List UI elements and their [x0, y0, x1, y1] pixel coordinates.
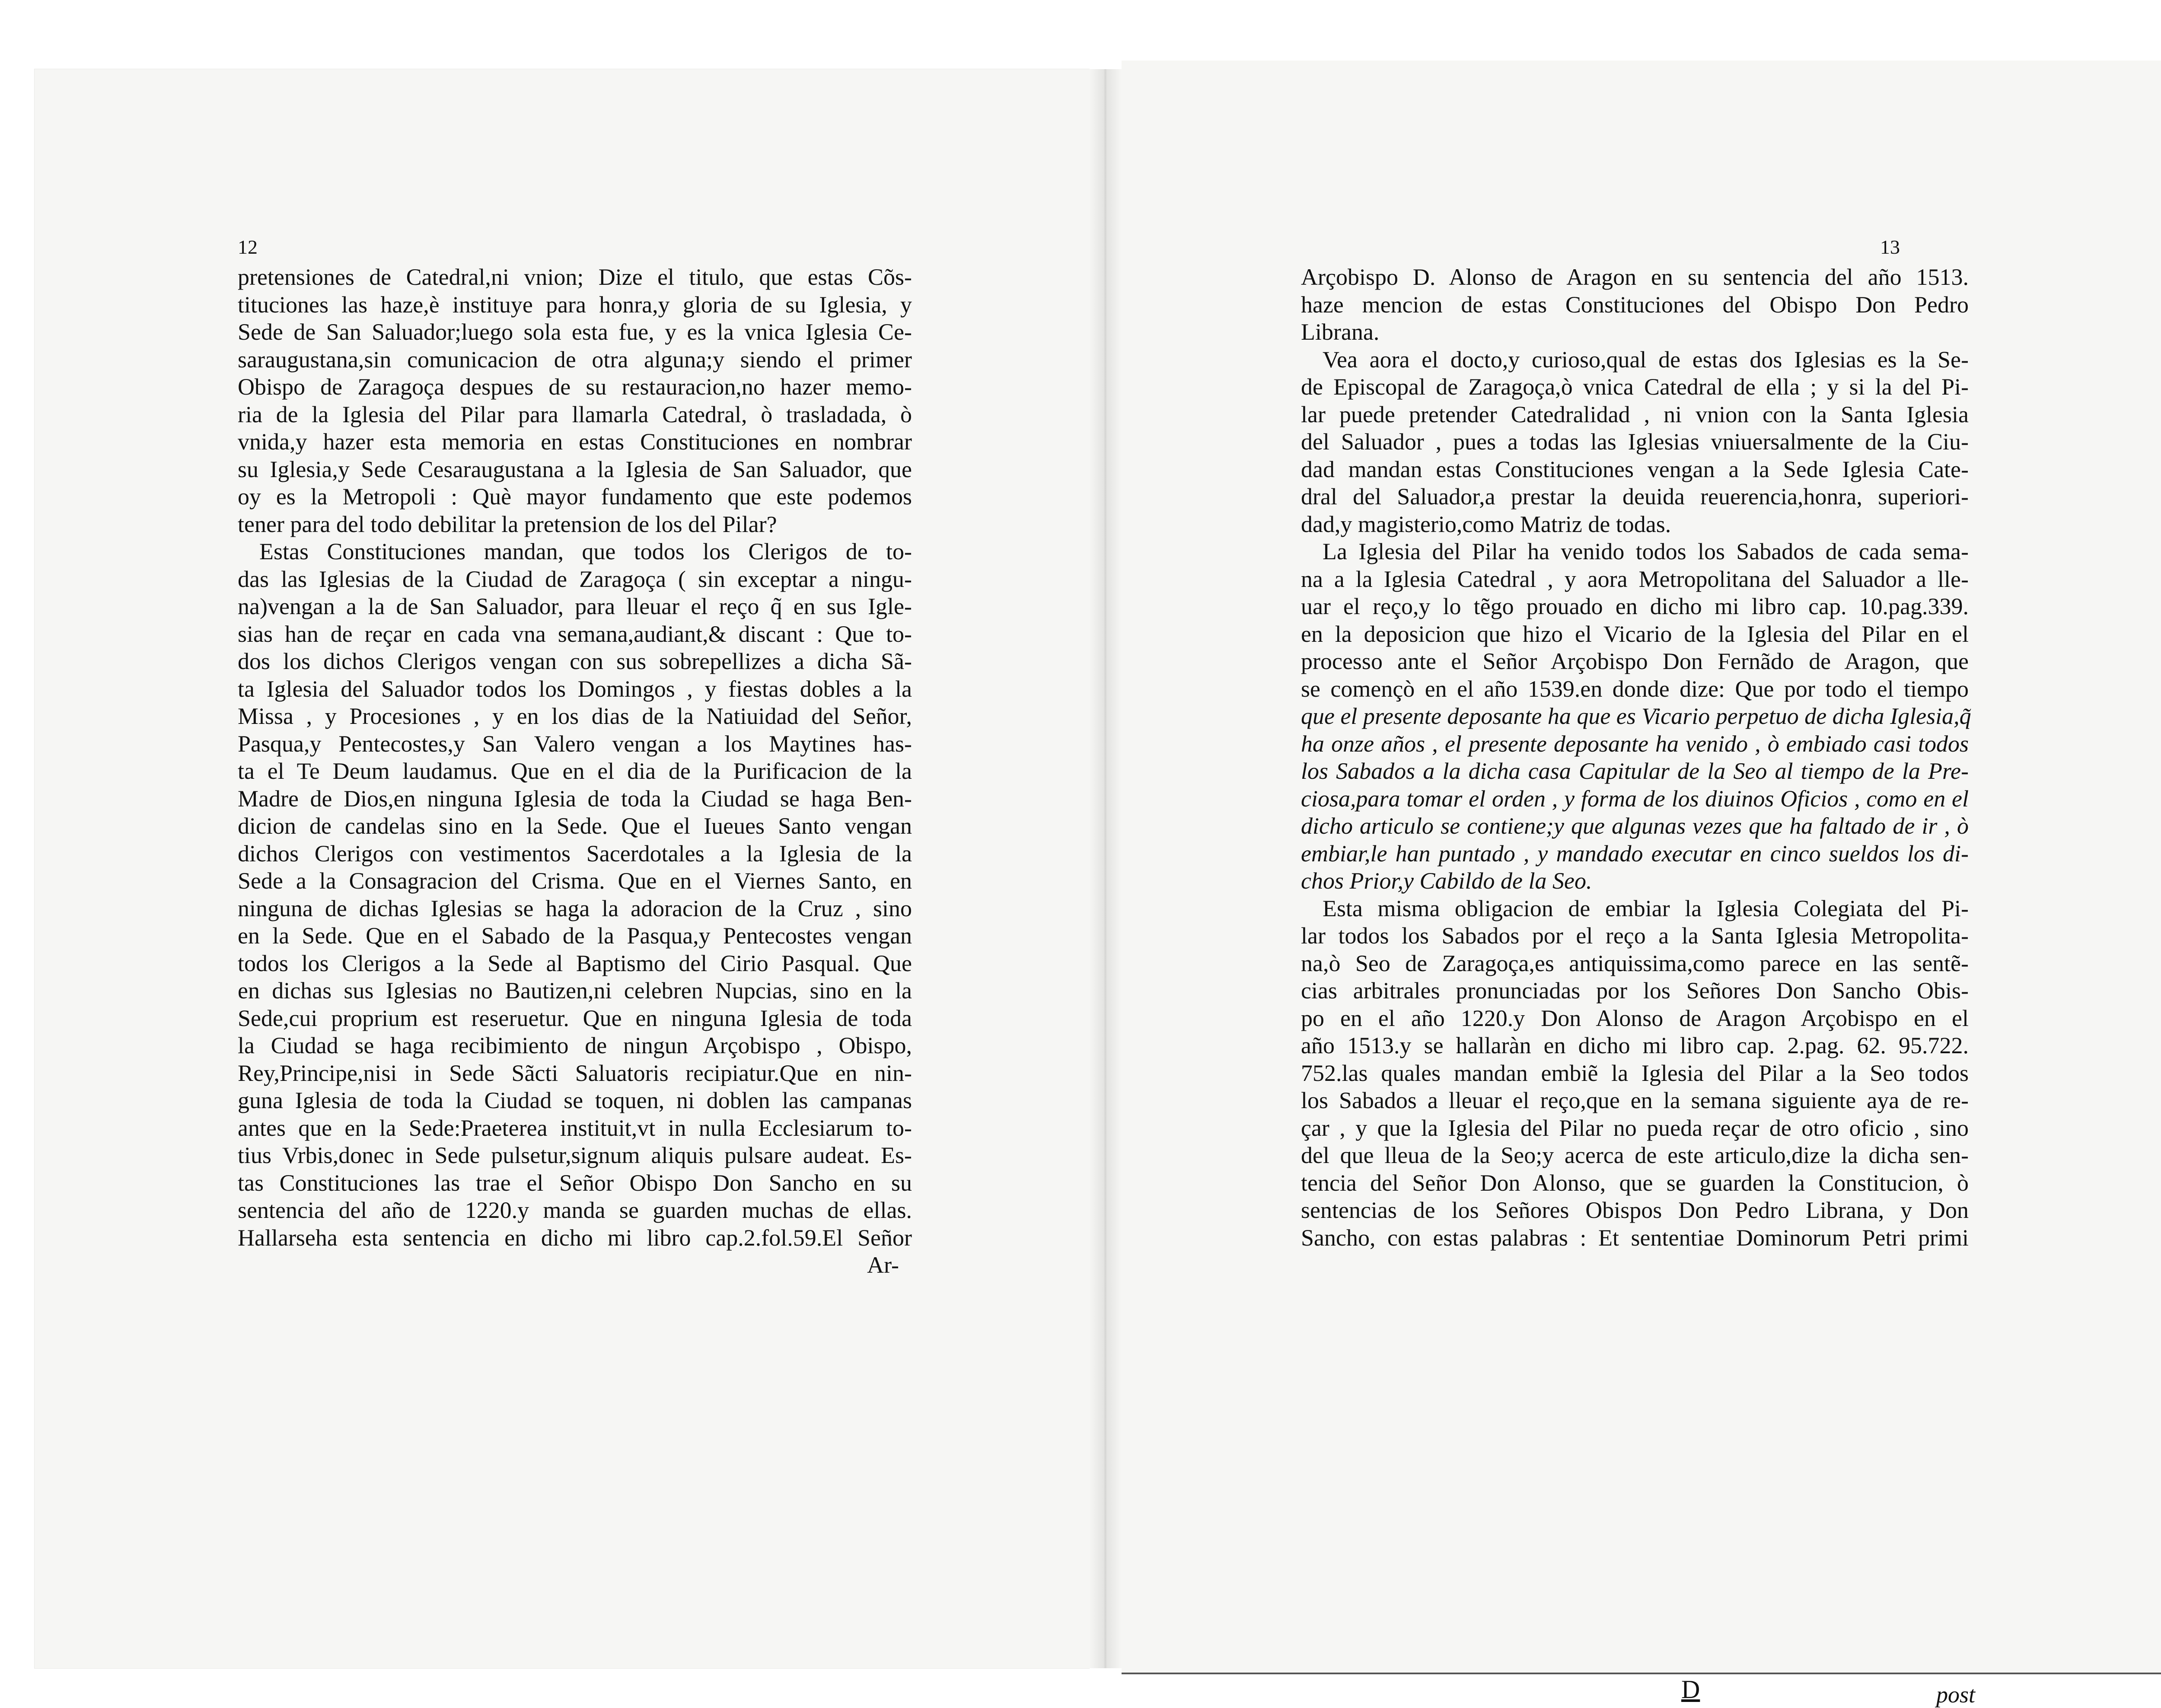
text-line: se començò en el año 1539.en donde dize: Que por todo el tiempo [1301, 676, 1969, 702]
text-line: sentencia del año de 1220.y manda se guarden muchas de ellas. [238, 1197, 912, 1223]
text-line: Librana. [1301, 319, 1380, 345]
right-page-text [1301, 264, 1969, 1252]
catchword-left: Ar- [867, 1252, 899, 1278]
text-line: antes que en la Sede:Praeterea instituit,vt in nulla Ecclesiarum to- [238, 1115, 912, 1141]
text-line: Arçobispo D. Alonso de Aragon en su sentencia del año 1513. [1301, 264, 1969, 290]
text-line: Sede de San Saluador;luego sola esta fue, y es la vnica Iglesia Ce- [238, 319, 912, 345]
text-line: guna Iglesia de toda la Ciudad se toquen, ni doblen las campanas [238, 1087, 912, 1113]
text-line: de Episcopal de Zaragoça,ò vnica Catedral de ella ; y si la del Pi- [1301, 374, 1969, 400]
text-line: dicho articulo se contiene;y que algunas vezes que ha faltado de ir , ò [1301, 813, 1969, 839]
text-line: Sede a la Consagracion del Crisma. Que en el Viernes Santo, en [238, 868, 912, 894]
text-line: na)vengan a la de San Saluador, para lleuar el reço q̃ en sus Igle- [238, 593, 912, 619]
text-line: çar , y que la Iglesia del Pilar no pueda reçar de otro oficio , sino [1301, 1115, 1969, 1141]
page-number-right: 13 [1880, 236, 1900, 258]
text-line: todos los Clerigos a la Sede al Baptismo del Cirio Pasqual. Que [238, 950, 912, 976]
text-line: tencia del Señor Don Alonso, que se guarden la Constitucion, ò [1301, 1169, 1969, 1196]
text-line: haze mencion de estas Constituciones del Obispo Don Pedro [1301, 291, 1969, 318]
text-line: Missa , y Procesiones , y en los dias de la Natiuidad del Señor, [238, 703, 912, 729]
text-line: vnida,y hazer esta memoria en estas Constituciones en nombrar [238, 429, 912, 455]
text-line: sentencias de los Señores Obispos Don Pedro Librana, y Don [1301, 1197, 1969, 1223]
text-line: en dichas sus Iglesias no Bautizen,ni celebren Nupcias, sino en la [238, 978, 912, 1004]
page-number-left: 12 [238, 236, 258, 258]
text-line: Sancho, con estas palabras : Et sententiae Dominorum Petri primi [1301, 1224, 1969, 1251]
catchword-right: post [1936, 1682, 1976, 1708]
text-line: tas Constituciones las trae el Señor Obispo Don Sancho en su [238, 1169, 912, 1196]
text-line: ciosa,para tomar el orden , y forma de los diuinos Oficios , como en el [1301, 785, 1969, 812]
text-line: sias han de reçar en cada vna semana,audiant,& discant : Que to- [238, 621, 912, 647]
text-line: del Saluador , pues a todas las Iglesias vniuersalmente de la Ciu- [1301, 429, 1969, 455]
text-line: dad,y magisterio,como Matriz de todas. [1301, 511, 1671, 537]
text-line: processo ante el Señor Arçobispo Don Fernãdo de Aragon, que [1301, 648, 1969, 674]
text-line: del que lleua de la Seo;y acerca de este articulo,dize la dicha sen- [1301, 1142, 1969, 1168]
text-line: Rey,Principe,nisi in Sede Sãcti Saluatoris recipiatur.Que en nin- [238, 1060, 912, 1086]
text-line: po en el año 1220.y Don Alonso de Aragon Arçobispo en el [1301, 1005, 1969, 1031]
text-line: Esta misma obligacion de embiar la Iglesia Colegiata del Pi- [1323, 895, 1969, 921]
text-line: oy es la Metropoli : Què mayor fundamento que este podemos [238, 484, 912, 510]
text-line: los Sabados a lleuar el reço,que en la semana siguiente aya de re- [1301, 1087, 1969, 1113]
text-line: Estas Constituciones mandan, que todos los Clerigos de to- [259, 539, 912, 564]
book-gutter [1089, 69, 1122, 1668]
text-line: año 1513.y se hallaràn en dicho mi libro cap. 2.pag. 62. 95.722. [1301, 1032, 1969, 1058]
text-line: ria de la Iglesia del Pilar para llamarla Catedral, ò trasladada, ò [238, 401, 912, 427]
text-line: ninguna de dichas Iglesias se haga la adoracion de la Cruz , sino [238, 895, 912, 921]
text-line: 752.las quales mandan embiẽ la Iglesia del Pilar a la Seo todos [1301, 1060, 1969, 1086]
text-line: pretensiones de Catedral,ni vnion; Dize el titulo, que estas Cõs- [238, 264, 912, 290]
text-line: en la deposicion que hizo el Vicario de la Iglesia del Pilar en el [1301, 621, 1969, 647]
text-line: na a la Iglesia Catedral , y aora Metropolitana del Saluador a lle- [1301, 566, 1969, 592]
text-line: los Sabados a la dicha casa Capitular de la Seo al tiempo de la Pre- [1301, 758, 1969, 784]
text-line: uar el reço,y lo tẽgo prouado en dicho mi libro cap. 10.pag.339. [1301, 593, 1969, 619]
text-line: chos Prior,y Cabildo de la Seo. [1301, 868, 1592, 894]
text-line: en la Sede. Que en el Sabado de la Pasqua,y Pentecostes vengan [238, 923, 912, 949]
left-page-text [238, 264, 912, 1279]
text-line: Hallarseha esta sentencia en dicho mi libro cap.2.fol.59.El Señor [238, 1224, 912, 1251]
text-line: la Ciudad se haga recibimiento de ningun Arçobispo , Obispo, [238, 1032, 912, 1058]
text-line: Obispo de Zaragoça despues de su restauracion,no hazer memo- [238, 374, 912, 400]
text-line: ta el Te Deum laudamus. Que en el dia de la Purificacion de la [238, 758, 912, 784]
text-line: tener para del todo debilitar la pretension de los del Pilar? [238, 511, 777, 537]
text-line: ha onze años , el presente deposante ha venido , ò embiado casi todos [1301, 730, 1969, 757]
text-line: dad mandan estas Constituciones vengan a la Sede Iglesia Cate- [1301, 456, 1969, 482]
text-line: na,ò Seo de Zaragoça,es antiquissima,como parece en las sentẽ- [1301, 950, 1969, 976]
text-line: Sede,cui proprium est reseruetur. Que en ninguna Iglesia de toda [238, 1005, 912, 1031]
text-line: dos los dichos Clerigos vengan con sus sobrepellizes a dicha Sã- [238, 648, 912, 674]
text-line: dicion de candelas sino en la Sede. Que el Iueues Santo vengan [238, 813, 912, 839]
text-line: La Iglesia del Pilar ha venido todos los Sabados de cada sema- [1323, 539, 1969, 564]
text-line: Vea aora el docto,y curioso,qual de estas dos Iglesias es la Se- [1323, 346, 1969, 373]
text-line: tituciones las haze,è instituye para honra,y gloria de su Iglesia, y [238, 291, 912, 318]
text-line: su Iglesia,y Sede Cesaraugustana a la Iglesia de San Saluador, que [238, 456, 912, 482]
text-line: das las Iglesias de la Ciudad de Zaragoça ( sin exceptar a ningu- [238, 566, 912, 592]
text-line: lar todos los Sabados por el reço a la Santa Iglesia Metropolita- [1301, 923, 1969, 949]
text-line: Madre de Dios,en ninguna Iglesia de toda la Ciudad se haga Ben- [238, 785, 912, 812]
text-line: cias arbitrales pronunciadas por los Señores Don Sancho Obis- [1301, 978, 1969, 1004]
text-line: lar puede pretender Catedralidad , ni vnion con la Santa Iglesia [1301, 401, 1969, 427]
text-line: que el presente deposante ha que es Vicario perpetuo de dicha Iglesia,q̃ [1301, 703, 1971, 729]
text-line: ta Iglesia del Saluador todos los Domingos , y fiestas dobles a la [238, 676, 912, 702]
text-line: dichos Clerigos con vestimentos Sacerdotales a la Iglesia de la [238, 840, 912, 867]
text-line: saraugustana,sin comunicacion de otra alguna;y siendo el primer [238, 346, 912, 373]
text-line: dral del Saluador,a prestar la deuida reuerencia,honra, superiori- [1301, 484, 1969, 510]
text-line: tius Vrbis,donec in Sede pulsetur,signum aliquis pulsare audeat. Es- [238, 1142, 912, 1168]
signature-mark: D [1681, 1675, 1700, 1704]
text-line: embiar,le han puntado , y mandado executar en cinco sueldos los di- [1301, 840, 1969, 867]
text-line: Pasqua,y Pentecostes,y San Valero vengan a los Maytines has- [238, 730, 912, 757]
